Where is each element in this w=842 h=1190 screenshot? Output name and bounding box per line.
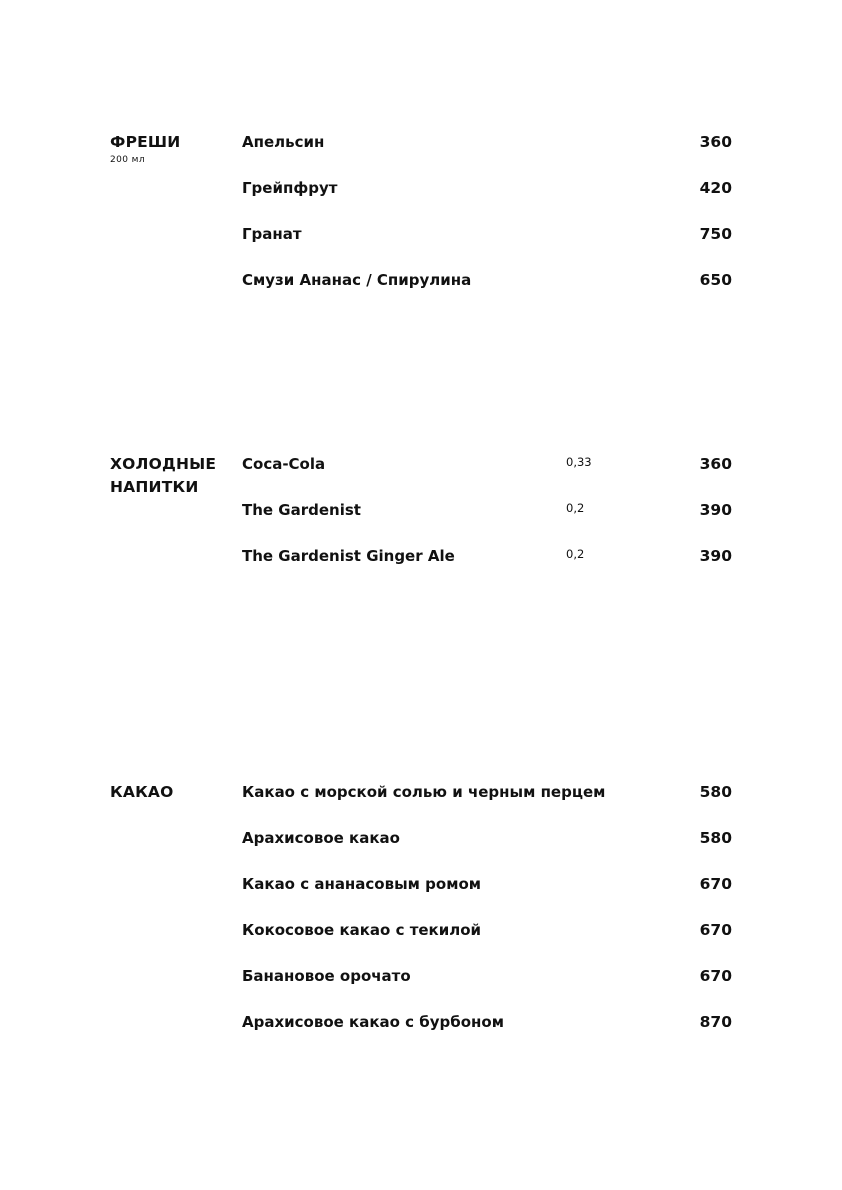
menu-item [0,873,842,919]
menu-item-name: Апельсин [242,133,325,151]
menu-item-name: Грейпфрут [242,179,338,197]
menu-item-name: The Gardenist [242,501,361,519]
menu-item-volume: 0,2 [566,501,585,515]
menu-item-price: 580 [699,783,732,801]
menu-item-price: 580 [699,829,732,847]
menu-item [0,269,842,315]
category-title: КАКАО [110,783,174,801]
menu-item-price: 360 [699,133,732,151]
menu-item-price: 670 [699,875,732,893]
menu-item-name: The Gardenist Ginger Ale [242,547,455,565]
menu-item-list [0,131,842,315]
menu-item [0,919,842,965]
menu-item-list [0,781,842,1057]
menu-item-name: Какао с морской солью и черным перцем [242,783,606,801]
menu-item-volume: 0,33 [566,455,592,469]
menu-item [0,177,842,223]
menu-item [0,499,842,545]
menu-item-list [0,453,842,591]
menu-item-price: 390 [699,501,732,519]
menu-item-name: Смузи Ананас / Спирулина [242,271,472,289]
menu-item [0,453,842,499]
menu-item [0,131,842,177]
menu-item-name: Арахисовое какао с бурбоном [242,1013,504,1031]
menu-item-price: 390 [699,547,732,565]
menu-item-name: Банановое орочато [242,967,411,985]
menu-item-price: 750 [699,225,732,243]
menu-item-price: 360 [699,455,732,473]
menu-item-name: Какао с ананасовым ромом [242,875,482,893]
category-title: ХОЛОДНЫЕ НАПИТКИ [110,455,217,496]
category-subtitle: 200 мл [110,155,145,165]
menu-item-name: Арахисовое какао [242,829,400,847]
menu-item [0,965,842,1011]
menu-item-price: 670 [699,921,732,939]
menu-item-price: 420 [699,179,732,197]
menu-item-name: Coca-Cola [242,455,326,473]
category-title: ФРЕШИ [110,133,181,151]
menu-item [0,781,842,827]
menu-item-price: 650 [699,271,732,289]
menu-item-name: Гранат [242,225,302,243]
menu-item [0,1011,842,1057]
menu-item [0,545,842,591]
menu-item [0,827,842,873]
menu-item-volume: 0,2 [566,547,585,561]
menu-item-name: Кокосовое какао с текилой [242,921,482,939]
menu-item-price: 870 [699,1013,732,1031]
menu-item [0,223,842,269]
menu-item-price: 670 [699,967,732,985]
